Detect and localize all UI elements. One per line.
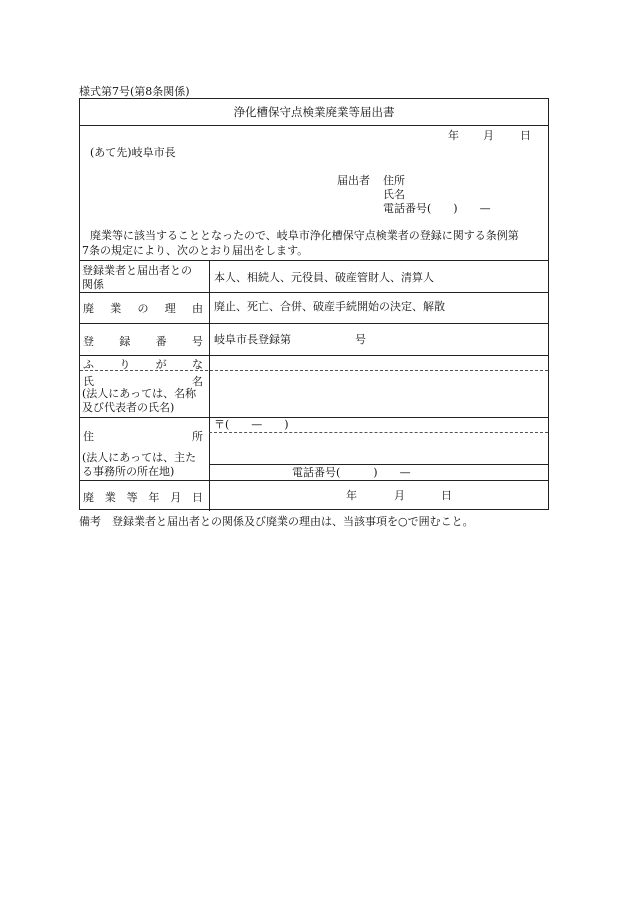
closure-date-label: 廃 業 等 年 月 日 (83, 491, 203, 504)
name-note-line-1: (法人にあっては、名称 (82, 387, 197, 400)
address-postal: 〒( — ) (214, 418, 289, 431)
notifier-address: 住所 (383, 174, 405, 187)
form-code: 様式第7号(第8条関係) (79, 85, 190, 98)
divider (80, 125, 548, 126)
address-note-line-2: る事務所の所在地) (82, 465, 175, 478)
name-note-line-2: 及び代表者の氏名) (82, 401, 175, 414)
closure-date-year: 年 (346, 489, 357, 502)
divider (80, 323, 548, 324)
statement-line-1: 廃業等に該当することとなったので、岐阜市浄化槽保守点検業者の登録に関する条例第 (90, 229, 519, 242)
date-day: 日 (520, 129, 531, 142)
registration-label: 登 録 番 号 (83, 335, 203, 348)
divider (209, 464, 548, 465)
registration-prefix: 岐阜市長登録第 (214, 333, 291, 346)
form-title: 浄化槽保守点検業廃業等届出書 (233, 105, 395, 119)
relation-value: 本人、相続人、元役員、破産管財人、清算人 (214, 271, 434, 284)
notifier-name: 氏名 (383, 188, 405, 201)
address-phone: 電話番号( ) — (292, 466, 411, 479)
registration-suffix: 号 (355, 333, 366, 346)
dashed-divider (80, 370, 548, 371)
address-note-line-1: (法人にあっては、主た (82, 451, 197, 464)
divider (80, 260, 548, 261)
remark-note: 備考 登録業者と届出者との関係及び廃業の理由は、当該事項を○で囲むこと。 (79, 515, 474, 528)
date-year: 年 (448, 129, 459, 142)
furigana-label: ふ り が な (83, 358, 203, 371)
name-label: 氏 名 (83, 375, 203, 388)
reason-label: 廃 業 の 理 由 (83, 302, 203, 315)
divider (80, 480, 548, 481)
address-label: 住 所 (83, 430, 203, 443)
relation-label-line-2: 関係 (82, 278, 104, 291)
notifier-phone: 電話番号( ) — (383, 202, 491, 215)
reason-value: 廃止、死亡、合併、破産手続開始の決定、解散 (214, 300, 445, 313)
closure-date-month: 月 (394, 489, 405, 502)
statement-line-2: 7条の規定により、次のとおり届出をします。 (82, 244, 309, 257)
dashed-divider (209, 432, 548, 433)
relation-label-line-1: 登録業者と届出者との (82, 264, 192, 277)
divider (80, 417, 548, 418)
notifier-label: 届出者 (337, 174, 370, 187)
date-month: 月 (483, 129, 494, 142)
notification-form (79, 98, 549, 510)
closure-date-day: 日 (441, 489, 452, 502)
addressee: (あて先)岐阜市長 (90, 146, 176, 159)
divider (80, 292, 548, 293)
column-divider (209, 260, 210, 511)
